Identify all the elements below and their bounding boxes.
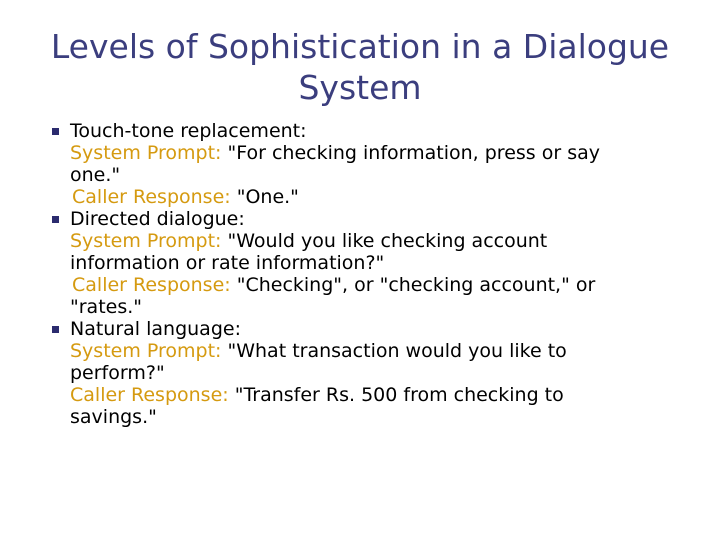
system-prompt-label: System Prompt:	[70, 340, 222, 362]
list-item	[52, 208, 672, 318]
square-bullet-icon	[52, 326, 59, 333]
system-prompt-continuation: one."	[70, 164, 121, 186]
slide-title: Levels of Sophistication in a Dialogue System	[50, 27, 670, 107]
square-bullet-icon	[52, 216, 59, 223]
caller-response-continuation: "rates."	[70, 296, 143, 318]
slide-body	[52, 120, 672, 428]
item-heading: Natural language:	[70, 318, 241, 340]
caller-response-line	[70, 186, 672, 208]
system-prompt-line	[70, 230, 672, 252]
list-item	[52, 318, 672, 428]
system-prompt-label: System Prompt:	[70, 230, 222, 252]
list-item	[52, 120, 672, 208]
system-prompt-continuation: information or rate information?"	[70, 252, 385, 274]
system-prompt-text: "What transaction would you like to	[221, 340, 567, 362]
item-heading: Touch-tone replacement:	[70, 120, 307, 142]
square-bullet-icon	[52, 128, 59, 135]
caller-response-continuation: savings."	[70, 406, 157, 428]
caller-response-text: "Checking", or "checking account," or	[230, 274, 596, 296]
caller-response-label: Caller Response:	[72, 186, 231, 208]
caller-response-text: "Transfer Rs. 500 from checking to	[228, 384, 564, 406]
system-prompt-label: System Prompt:	[70, 142, 222, 164]
system-prompt-line	[70, 142, 672, 164]
caller-response-text: "One."	[230, 186, 299, 208]
caller-response-line	[70, 384, 672, 406]
system-prompt-line	[70, 340, 672, 362]
caller-response-label: Caller Response:	[70, 384, 229, 406]
caller-response-label: Caller Response:	[72, 274, 231, 296]
system-prompt-continuation: perform?"	[70, 362, 165, 384]
system-prompt-text: "Would you like checking account	[221, 230, 548, 252]
item-heading: Directed dialogue:	[70, 208, 245, 230]
caller-response-line	[70, 274, 672, 296]
system-prompt-text: "For checking information, press or say	[221, 142, 600, 164]
